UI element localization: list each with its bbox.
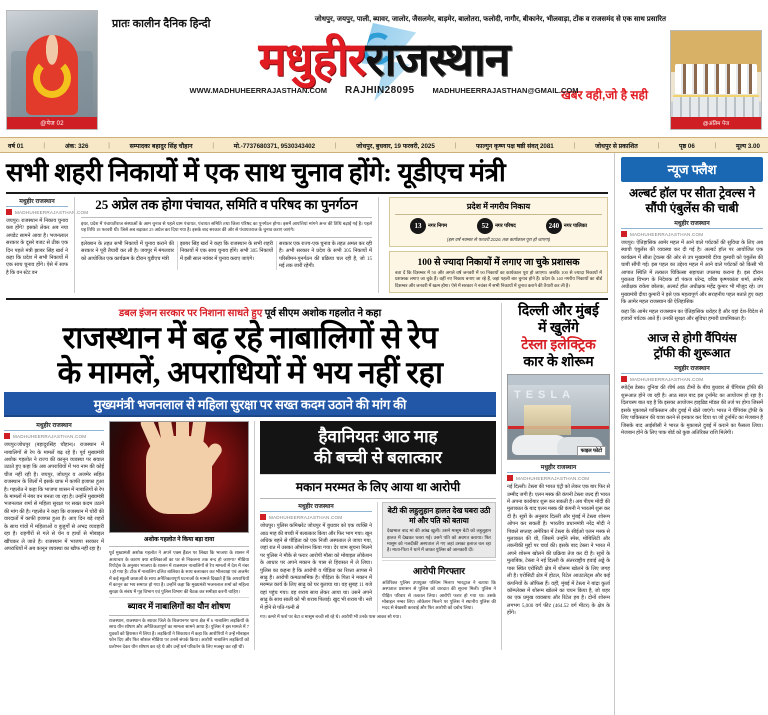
logo-title-red: मधुहीर (258, 34, 366, 85)
lead-headline: सभी शहरी निकायों में एक साथ चुनाव होंगे: यूडीएच मंत्री (6, 158, 506, 187)
masthead-center (98, 2, 670, 102)
lead-sub-headline: 25 अप्रेल तक होगा पंचायत, समिति व परिषद का पुनर्गठन (95, 197, 358, 212)
news-flash-bar: न्यूज फ्लैश (621, 157, 763, 182)
big-story (4, 303, 496, 650)
stat-label: नगर निगम (428, 223, 447, 229)
lead-col-c: सरकार एक राज्य-एक चुनाव के तहत अमल कर रही है। अभी सरकार ने प्रदेश के सभी 305 निकायों में परिसीमन-पुनर्गठन की प्रक्रिया चल रही है, जो 15 मई तक जारी रहेगी। (279, 240, 372, 270)
trophy-byline: मधुहीर राजस्थान (621, 364, 763, 374)
lead-three-col-text (81, 241, 372, 271)
stat-value: 13 (410, 218, 426, 234)
stat-item (477, 218, 516, 234)
news-flash-byline: मधुहीर राजस्थान (621, 219, 763, 229)
photo-left-caption: @पेज 02 (7, 117, 97, 129)
masthead-photo-right (670, 30, 762, 130)
news-flash-byline-url: MADHUHEERRAJASTHAN.COM (630, 231, 704, 237)
crime-box-1 (382, 502, 496, 558)
stats-box-title: प्रदेश में नगरीय निकाय (395, 201, 602, 215)
masthead-website[interactable]: WWW.MADHUHEERRAJASTHAN.COM (189, 86, 327, 95)
tesla-headline (507, 303, 610, 371)
lead-col-a: इलेक्शन के तहत सभी निकायों में चुनाव कराने की सरकार ने पूरी तैयारी कर ली है। जयपुर में मंगलवार को आयोजित एक कार्यक्रम के दौरान यूडीएच मंत्री (81, 240, 174, 262)
crime-box2-head: आरोपी गिरफ्तार (382, 560, 496, 580)
trophy-headline (621, 327, 763, 364)
tesla-byline: मधुहीर राजस्थान (507, 463, 610, 473)
masthead-contact-row (98, 85, 670, 96)
lead-intro-text: जयपुर। राजस्थान में निकाय चुनाव कब होंगे? इसको लेकर अब नया अपडेट सामने आया है। भजनलाल सरकार के दूसरे बजट से ठीक एक दिन पहले मंत्री झाबर सिंह खर्रा ने कहा कि प्रदेश में सभी निकायों में एक साथ चुनाव होंगे। ऐसे में साफ है कि वन स्टेट वन (6, 218, 68, 276)
finger (176, 421, 189, 464)
lead-col-b: झाबर सिंह खर्रा ने कहा कि राजस्थान के सभी शहरी निकायों में एक साथ चुनाव होंगे। सभी 305 निकायों में इसी साल नवंबर में चुनाव कराए जाएंगे। (180, 240, 273, 262)
crime-box1-head: बेटी की लहुलुहान हालत देख घबरा उठी मां और पति को बताया (387, 506, 491, 526)
crime-headline-line1: हैवानियतः आठ माह (318, 427, 438, 447)
rule (6, 298, 608, 300)
trophy-headline-line1: आज से होगी वैंपियंस (647, 331, 737, 346)
divider: | (573, 141, 576, 149)
lead-story-section (4, 197, 610, 293)
trophy-headline-line2: ट्रॉफी की शुरूआत (653, 346, 731, 361)
tesla-byline-mark (507, 475, 610, 481)
admin-box-title: 100 से ज्यादा निकायों में लगाए जा चुके प्रशासक (417, 258, 580, 268)
trophy-text: स्पोर्ट्स डेस्क। दुनिया की शीर्ष आठ टीमों के बीच बुधवार से चैंपियंस ट्रॉफी की शुरूआत होने जा रही है। आठ साल बाद इस टूर्नामेंट का आयोजन हो रहा है। दिलचस्प बात यह है कि इसका आयोजन हाइब्रिड मॉडल की तर्ज पर होगा जिसमें इसके मुकाबले पाकिस्तान और दुबई में खेले जाएंगे। भारत ने चैंपियंस ट्रॉफी के लिए पाकिस्तान की यात्रा करने से इनकार कर दिया था जो टूर्नामेंट का मेजबान है जिसके बाद आईसीसी ने भारत के मुकाबले दुबई में कराने का फैसला लिया। मेजबान होने के लिए पाक बोर्ड को कुछ अतिरिक्त राशि मिलेगी। (621, 385, 763, 436)
tesla-head-line1: दिल्ली और मुंबई (518, 304, 599, 320)
stat-label: नगर परिषद (495, 223, 516, 229)
lead-left-column (6, 197, 89, 293)
big-story-sub-text: पूर्व मुख्यमंत्री अशोक गहलोत ने अपने एक्स हैंडल पर लिखा कि भाजपा के शासन में अत्याचार के कारण क्या बालिकाओं का घर से निकलना तक बन्द हो जाएगा? मीडिया रिपोर्ट्स के अनुसार भाजपा के शासन में राजस्थान नाबालिगों से रेप मामलों में देश में नंबर 1 हो गया है। टोंक में नाबालिग दलित बालिका के साथ बलात्कार कर भीलवाड़ा एवं अजमेर में कई स्कूली छात्राओं के साथ अनैतिकतापूर्ण घटनाओं के मामले दिखाते हैं कि अपराधियों में कानून का भय समाप्त हो गया है। उन्होंने कहा कि मुख्यमंत्री भजनलाल शर्मा को महिला सुरक्षा के संबंध में गृह विभाग एवं पुलिस विभाग की बैठक कर समीक्षा करनी चाहिए। (109, 550, 249, 594)
tesla-photo (507, 374, 610, 460)
stat-label: नगर पालिका (563, 223, 587, 229)
kicker-black: पूर्व सीएम अशोक गहलोत ने कहा (264, 308, 382, 320)
news-flash-text2: कहा कि आमेर महल राजस्थान का ऐतिहासिक धरोहर है और यहां देश-विदेश से हजारों पर्यटक आते हैं। उनकी सुरक्षा और सुविधा हमारी प्राथमिकता है। (621, 308, 763, 323)
info-editor: सम्पादकः बहादुर सिंह चौहान (129, 142, 193, 150)
second-section (4, 303, 610, 650)
crime-body (260, 502, 496, 612)
tesla-byline-url: MADHUHEERRAJASTHAN.COM (516, 475, 590, 481)
masthead-photo-left (6, 10, 98, 130)
masthead (0, 0, 768, 137)
big-story-lower (4, 421, 496, 650)
stats-note: (इस वर्ष नवम्बर से फरवरी 2026 तक कार्यकाल पूरा हो जाएगा) (446, 237, 551, 242)
rule (81, 237, 372, 238)
photo-table (673, 95, 759, 117)
big-story-byline-mark (4, 433, 104, 439)
crime-byline: मधुहीर राजस्थान (260, 502, 372, 512)
masthead-email[interactable]: MADHUHEERRAJASTHAN@GMAIL.COM (432, 86, 579, 95)
lead-right-column (385, 197, 608, 293)
news-flash-text: जयपुर। ऐतिहासिक आमेर महल में आने वाले पर्यटकों की सुविधा के लिए अब स्थायी एंबुलेंस की व्यवस्था कर दी गई है। अल्बर्ट हॉल पर आयोजित एक कार्यक्रम में सीता ट्रेवल्स की ओर से उप मुख्यमंत्री दीया कुमारी को एंबुलेंस की चाबी सौंपी गई। इस पहल का उद्देश्य महल में आने वाले पर्यटकों को किसी भी आपात स्थिति में तत्काल चिकित्सा सहायता उपलब्ध कराना है। इस दौरान पुरातत्व विभाग के निदेशक डॉ पंकज धरेन्द्र, वरिष्ठ कृष्णकांता शर्मा, आमेर अधीक्षक राकेश छोलक, अल्बर्ट हॉल अधीक्षक महेंद्र कुमार भी मौजूद रहे। उप मुख्यमंत्री दीया कुमारी ने इसे एक महत्वपूर्ण और सराहनीय पहल बताते हुए कहा कि आमेर महल राजस्थान की ऐतिहासिक (621, 240, 763, 306)
crime-box1-text: देखभाल बाद मां की आंख खुली। उसने मासूम बेटी को लहुलुहान हालत में देखकर घबरा गई। उसने पति को अवगत कराया। फिर मासूम को नजदीकी अस्पताल ले गए जहां उसका इलाज चल रहा है। माता-पिता ने थाने में जाकर पुलिस को जानकारी दी। (387, 528, 491, 553)
stat-value: 240 (546, 218, 562, 234)
tesla-window (524, 405, 570, 435)
big-story-sub-head2: ब्यावर में नाबालिगों का यौन शोषण (109, 597, 249, 616)
divider: | (212, 141, 214, 149)
info-samvat: फाल्गुन कृष्ण पक्ष षष्ठी संवत् 2081 (476, 142, 554, 150)
crime-text: जोधपुर। पुलिस कमिश्नरेट जोधपुर में बुधवार को एक व्यक्ति ने आठ माह की बच्ची में बलात्कार किया और फिर भाग गया। खून अधिक बहने से पीड़िता को एक निजी अस्पताल ले जाया गया, जहां रात में उसका ऑपरेशन किया गया। देर शाम सूचना मिलने पर पुलिस ने मौके से फरार आरोपी मौसा को मोबाइल लोकेशन के आधार पर अपने मकान के पास से हिरासत में ले लिया। पुलिस का कहना है कि आरोपी व पीड़िता का रिश्ता आपस में साढ़ू है। आरोपी कमठाश्रमिक है। पीड़िता के पिता ने मकान में मरम्मत कार्य के लिए साढ़ू को घर बुलाया था। वह सुबह 11 बजे वहां पहुंच गया। वह शराब साथ लेकर आया था। उसने अपने साढ़ू के साथ साली को भी शराब पिलाई। खुद भी शराब पी। नशे में होने से पति-पत्नी से (260, 523, 372, 611)
stats-row (395, 218, 602, 234)
lead-byline-mark (6, 209, 89, 215)
rule (6, 192, 608, 194)
rule (81, 217, 372, 218)
palm-shape (146, 436, 212, 514)
tesla-head-line2: में खुलेंगे (538, 321, 579, 337)
tesla-text: नई दिल्ली। टेस्ला की भारत एंट्री को लेकर एक बार फिर से उम्मीद जगी है। एलन मस्क की कंपनी टेस्ला जल्द ही भारत में अपना कारोबार शुरू कर सकती है। अब पीएम मोदी की मुलाकात के बाद एलन मस्क की कंपनी ने भारतमें शुरू कर दी है। सूत्रों के अनुसार दिल्ली और मुंबई में टेस्ला शोरूम ओपन कर सकती है। भारतीय प्रधानमंत्री नरेंद्र मोदी ने पिछले सप्ताह अमेरिका में टेस्ला के सीईओ एलन मस्क से मुलाकात की थी, जिसमें उन्होंने स्पेस, मोबिलिटी और तकनीकी मुद्दों पर चर्चा की। इसके बाद टेस्ला ने भारत में अपने शोरूम खोलने की प्रक्रिया तेज कर दी है। सूत्रों के मुताबिक, टेस्ला ने नई दिल्ली के अंतरराष्ट्रीय हवाई अड्डे के पास स्थित एरोसिटी क्षेत्र में शोरूम खोलने के लिए जगह ली है। एरोसिटी क्षेत्र में होटल, रिटेल आउटलेट्स और कई कंपनियों के ऑफिस हैं। वहीं, मुंबई में टेस्ला ने बांद्रा कुर्ला कॉम्प्लेक्स में शोरूम खोलने का चयन किया है, जो शहर का एक प्रमुख व्यवसाय और रिटेल हब है। दोनों शोरूम लगभग 5,000 वर्ग फीट (464.52 वर्ग मीटर) के क्षेत्र के होंगे। (507, 484, 610, 617)
divider: | (454, 141, 457, 149)
crime-subbar: मकान मरम्मत के लिए आया था आरोपी (260, 474, 496, 499)
big-story-sub-text2: राजस्थान, राजस्थान के ब्यावर जिले के बिजयनगर थाना क्षेत्र में 6 नाबालिग लड़कियों के साथ यौन शोषण और अनैतिकतापूर्ण का मामला सामने आया है। पुलिस ने इस मामले में 7 युवकों को हिरासत में लिया है। लड़कियों ने शिकायत में कहा कि आरोपियों ने उन्हें मोबाइल फोन दिए और फिर सोशल मीडिया पर उनसे संपर्क किया। आरोपी नाबालिग लड़कियों को प्रलोभन देकर यौन शोषण कर रहे थे और उन्हें धर्म परिवर्तन के लिए मजबूर कर रही थीं। (109, 618, 249, 649)
crime-footer-text: गए। कमरे में फर्श पर बेटा व मासूम बच्ची सो रहे थे। आरोपी भी उनके पास जाकर सो गया। (260, 614, 401, 620)
divider: | (657, 141, 660, 149)
news-flash-byline-mark (621, 231, 763, 237)
lead-byline: मधुहीर राजस्थान (6, 197, 68, 207)
page-body (0, 153, 768, 715)
stat-item (546, 218, 587, 234)
trophy-byline-mark (621, 376, 763, 382)
masthead-tagline-left: प्रातः कालीन दैनिक हिन्दी (112, 18, 211, 30)
red-square-icon (621, 376, 627, 382)
kicker-red: डबल इंजन सरकार पर निशाना साधते हुए (118, 308, 263, 320)
crime-headline (260, 421, 496, 474)
big-story-headline-line1: राजस्थान में बढ़ रहे नाबालिगों से रेप (62, 320, 438, 356)
divider: | (108, 141, 110, 149)
crime-left-col (260, 502, 372, 612)
admin-box-text: बता दें कि दिसम्बर में 50 और अगले वर्ष जनवरी में 90 निकायों का कार्यकाल पूरा हो जाएगा। जबकि 100 से ज्यादा निकायों में प्रशासक लगाए जा चुके हैं। वहीं नए निकाय बनाए जा रहे हैं, जहां पहली बार चुनाव होने हैं। प्रदेश के 140 नगरीय निकायों का बोर्ड दिसम्बर और जनवरी में खत्म होगा। ऐसे में सरकार ने नवंबर में सभी निकायों में चुनाव कराने की तैयारी कर ली है। (395, 270, 602, 288)
big-story-kicker (4, 303, 496, 320)
photo-garland (33, 58, 71, 98)
info-place-date: जोधपुर, बुधवार, 19 फरवरी, 2025 (356, 142, 435, 150)
photo-right-caption: @अंतिम पेज (671, 117, 761, 129)
crime-byline-mark (260, 514, 372, 520)
big-story-text: जयपुर/जोधपुर (बहादुरसिंह चौहान)। राजस्थान में नाबालिगों से रेप के मामलें बढ़ रहे है। पूर्व मुख्यमंत्री अशोक गहलोत ने राज्य की कानून व्यवस्था पर सवाल उठाते हुए कहा कि अब अपराधियों में भय नाम की कोई चीज नहीं रही है। जयपुर, जोधपुर व अजमेर सहित राजस्थान के जिलों में इसके ग्राफ में काफी इजाफा हुआ है। गहलोत ने कहा कि भाजपा शासन में नाबालिगों से रेप के मामलों में नंबर वन बनता जा रहा है। उन्होंने मुख्यमंत्री भजनलाल शर्मा से महिला सुरक्षा पर सख्त कदम उठाने की मांग की है। गहलोत ने कहा कि राजस्थान में चोरी की वारदातों में काफी इजाफा हुआ है। आए दिन बड़े शहरों के साथ गांवों में महिलाओं व बुजुर्गों से अभद्र व्यवहारी रहा है। राहगीरों से गले से चेन व हाथों से मोबाइल खींचकर ले जाते है। राजस्थान में भाजपा सरकार में अपराधियों में अब कानून व्यवस्था का खौफ नहीं रहा है। (4, 442, 104, 552)
lead-sub-intro: इधर, प्रदेश में पंचायतीराज संस्थाओं के आम चुनाव से पहले ग्राम पंचायत, पंचायत समिति तथा जिला परिषद का पुनर्गठन होगा। इसमें आपत्तियां मांगने अन्त की तिथि बढ़ाई गई है। पहले यह तिथि 18 फरवरी थी। जिसे अब बढ़ाकर 25 अप्रेल कर दिया गया है। इसके बाद सरकार की ओर से पंचायतराज के चुनाव कराए जाएंगे। (81, 221, 372, 233)
news-flash-headline: अल्बर्ट हॉल पर सीता ट्रेवल्स ने सौंपी एंबुलेंस की चाबी (628, 186, 756, 215)
hand-photo (109, 421, 249, 533)
crime-story (254, 421, 496, 650)
crime-headline-line2: की बच्ची से बलात्कार (314, 448, 442, 468)
big-story-blueband: मुख्यमंत्री भजनलाल से महिला सुरक्षा पर सख्त कदम उठाने की मांग की (4, 392, 496, 417)
big-story-photo-block (109, 421, 249, 650)
logo-title-black: राजस्थान (365, 34, 510, 85)
hand-photo-caption: अशोक गहलोत ने किया बड़ा दावा (143, 537, 215, 544)
big-story-byline: मधुहीर राजस्थान (4, 421, 104, 431)
red-square-icon (260, 514, 266, 520)
tesla-logo-text: TESLA (514, 389, 576, 402)
crime-byline-url: MADHUHEERRAJASTHAN.COM (269, 514, 343, 520)
crime-right-col (377, 502, 496, 612)
tesla-story (501, 303, 610, 650)
big-story-byline-url: MADHUHEERRAJASTHAN.COM (13, 433, 87, 439)
admin-box (389, 251, 608, 293)
tesla-head-line4: कार के शोरूम (523, 355, 594, 371)
red-square-icon (4, 433, 10, 439)
divider: | (714, 141, 717, 149)
lead-mid-column (74, 197, 379, 293)
right-column (614, 153, 768, 715)
trophy-byline-url: MADHUHEERRAJASTHAN.COM (630, 376, 704, 382)
divider: | (334, 141, 337, 149)
masthead-rni: RAJHIN28095 (345, 85, 415, 96)
lead-byline-url: MADHUHEERRAJASTHAN.COM (15, 209, 89, 215)
tesla-photo-tag: फाइल फोटो (577, 446, 606, 456)
rule (109, 546, 249, 547)
info-mobile: मो.-7737680371, 9530343402 (233, 142, 316, 150)
info-issue: अंक: 326 (64, 142, 89, 150)
crime-box2-text: अतिरिक्त पुलिस उपायुक्त पश्चिम मिलाप भारद्वाज ने बताया कि अस्पताल प्रशासन से पुलिस को वारदात की सूचना मिली। पुलिस ने पीड़ित परिवार से तत्काल लिया। आरोपी फरार हो गया था। उसके मोबाइल नम्बर लिए। लोकेशन मिलने पर पुलिस ने स्थानीय पुलिस की मदद से बेखबरी करवाई और फिर आरोपी को दबोच लिया। (382, 579, 496, 611)
red-square-icon (621, 231, 627, 237)
big-story-text-col (4, 421, 104, 650)
red-square-icon (507, 475, 513, 481)
stats-box (389, 197, 608, 247)
stat-item (410, 218, 447, 234)
divider: | (43, 141, 46, 149)
info-year: वर्ष 01 (8, 142, 24, 150)
main-column (0, 153, 614, 715)
stat-value: 52 (477, 218, 493, 234)
info-published: जोधपुर से प्रकाशित (594, 142, 638, 150)
logo-text (98, 28, 670, 92)
info-pages: पृष्ठ 06 (679, 142, 695, 150)
masthead-slogan: खबर वही,जो है सही (560, 88, 648, 102)
photo-group (675, 64, 757, 93)
masthead-tagline-right: जोधपुर, जयपुर, पाली, ब्यावर, जालोर, जैसलमेर, बाड़मेर, बालोतरा, फलोदी, नागौर, बीकानेर, भीलवाड़ा, टोंक व राजसमंद से एक साथ प्रसारित (314, 16, 666, 23)
red-square-icon (6, 209, 12, 215)
info-price: मूल्य 3.00 (736, 142, 760, 150)
tesla-head-line3: टेस्ला इलेक्ट्रिक (521, 338, 596, 354)
info-strip (0, 137, 768, 153)
big-story-headline-line2: के मामलें, अपराधियों में भय नहीं रहा (57, 355, 443, 391)
